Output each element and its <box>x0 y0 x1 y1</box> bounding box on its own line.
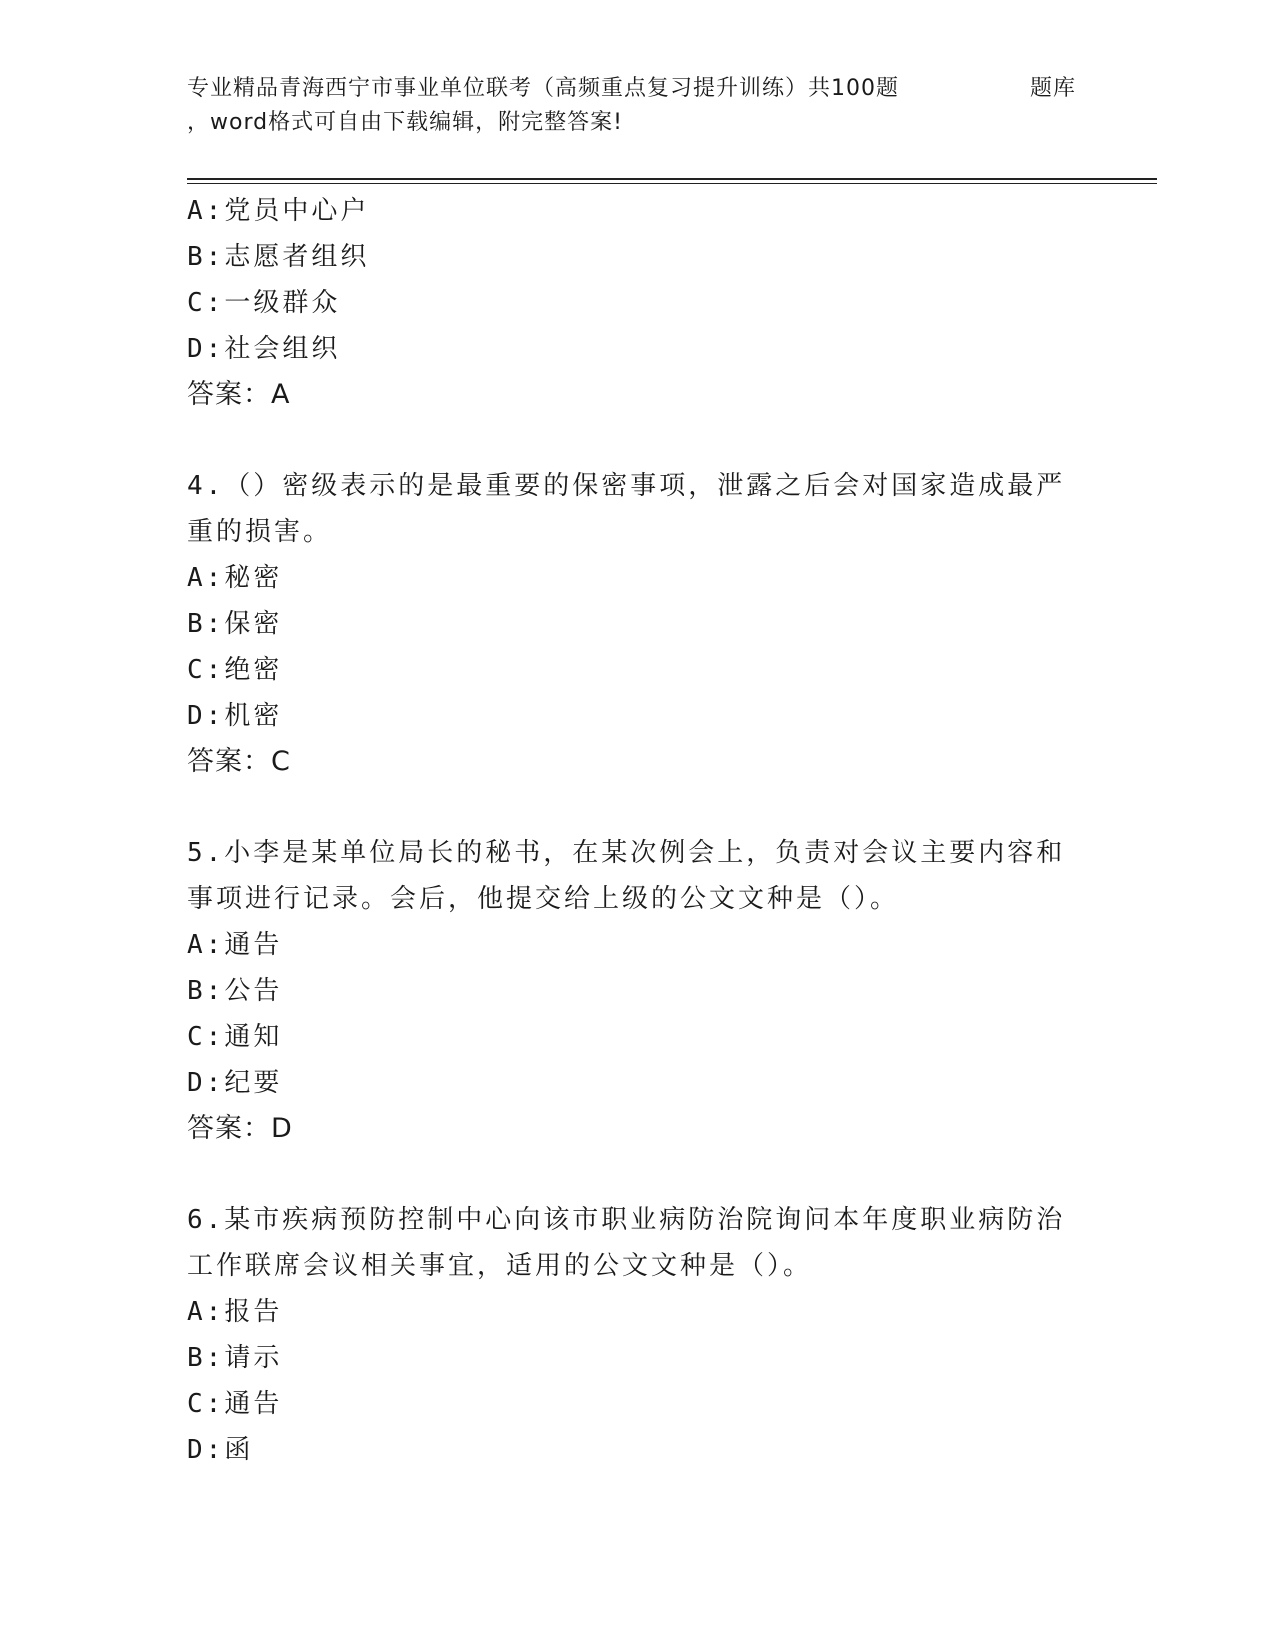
question-list <box>187 188 1087 1473</box>
option-c: C:一级群众 <box>187 288 341 318</box>
answer: 答案：C <box>187 746 291 777</box>
option-b: B:请示 <box>187 1343 283 1373</box>
option-b: B:志愿者组织 <box>187 242 370 272</box>
document-title: 专业精品青海西宁市事业单位联考（高频重点复习提升训练）共100题 <box>187 76 899 101</box>
option-c: C:绝密 <box>187 655 283 685</box>
option-d: D:函 <box>187 1435 254 1465</box>
option-c: C:通知 <box>187 1022 283 1052</box>
question-stem: 4.（）密级表示的是最重要的保密事项，泄露之后会对国家造成最严 <box>187 471 1066 501</box>
option-d: D:社会组织 <box>187 334 341 364</box>
header-rule-thick <box>187 178 1157 180</box>
question-4 <box>187 463 1087 785</box>
option-a: A:通告 <box>187 930 283 960</box>
question-stem: 重的损害。 <box>187 517 333 547</box>
option-a: A:党员中心户 <box>187 196 370 226</box>
answer: 答案：A <box>187 379 291 410</box>
option-d: D:纪要 <box>187 1068 283 1098</box>
question-stem: 6.某市疾病预防控制中心向该市职业病防治院询问本年度职业病防治 <box>187 1205 1066 1235</box>
document-subtitle: ，word格式可自由下载编辑，附完整答案! <box>187 110 623 135</box>
question-3 <box>187 188 1087 418</box>
question-stem: 事项进行记录。会后，他提交给上级的公文文种是（）。 <box>187 884 900 914</box>
header-line1 <box>187 72 1157 106</box>
question-stem: 工作联席会议相关事宜，适用的公文文种是（）。 <box>187 1251 813 1281</box>
question-stem: 5.小李是某单位局长的秘书，在某次例会上，负责对会议主要内容和 <box>187 838 1066 868</box>
question-5 <box>187 830 1087 1152</box>
page-header <box>187 72 1157 140</box>
option-a: A:秘密 <box>187 563 283 593</box>
question-6 <box>187 1197 1087 1473</box>
option-a: A:报告 <box>187 1297 283 1327</box>
option-b: B:保密 <box>187 609 283 639</box>
answer: 答案：D <box>187 1113 293 1144</box>
option-c: C:通告 <box>187 1389 283 1419</box>
header-rule-thin <box>187 183 1157 184</box>
option-d: D:机密 <box>187 701 283 731</box>
option-b: B:公告 <box>187 976 283 1006</box>
header-tag: 题库 <box>1030 76 1077 101</box>
